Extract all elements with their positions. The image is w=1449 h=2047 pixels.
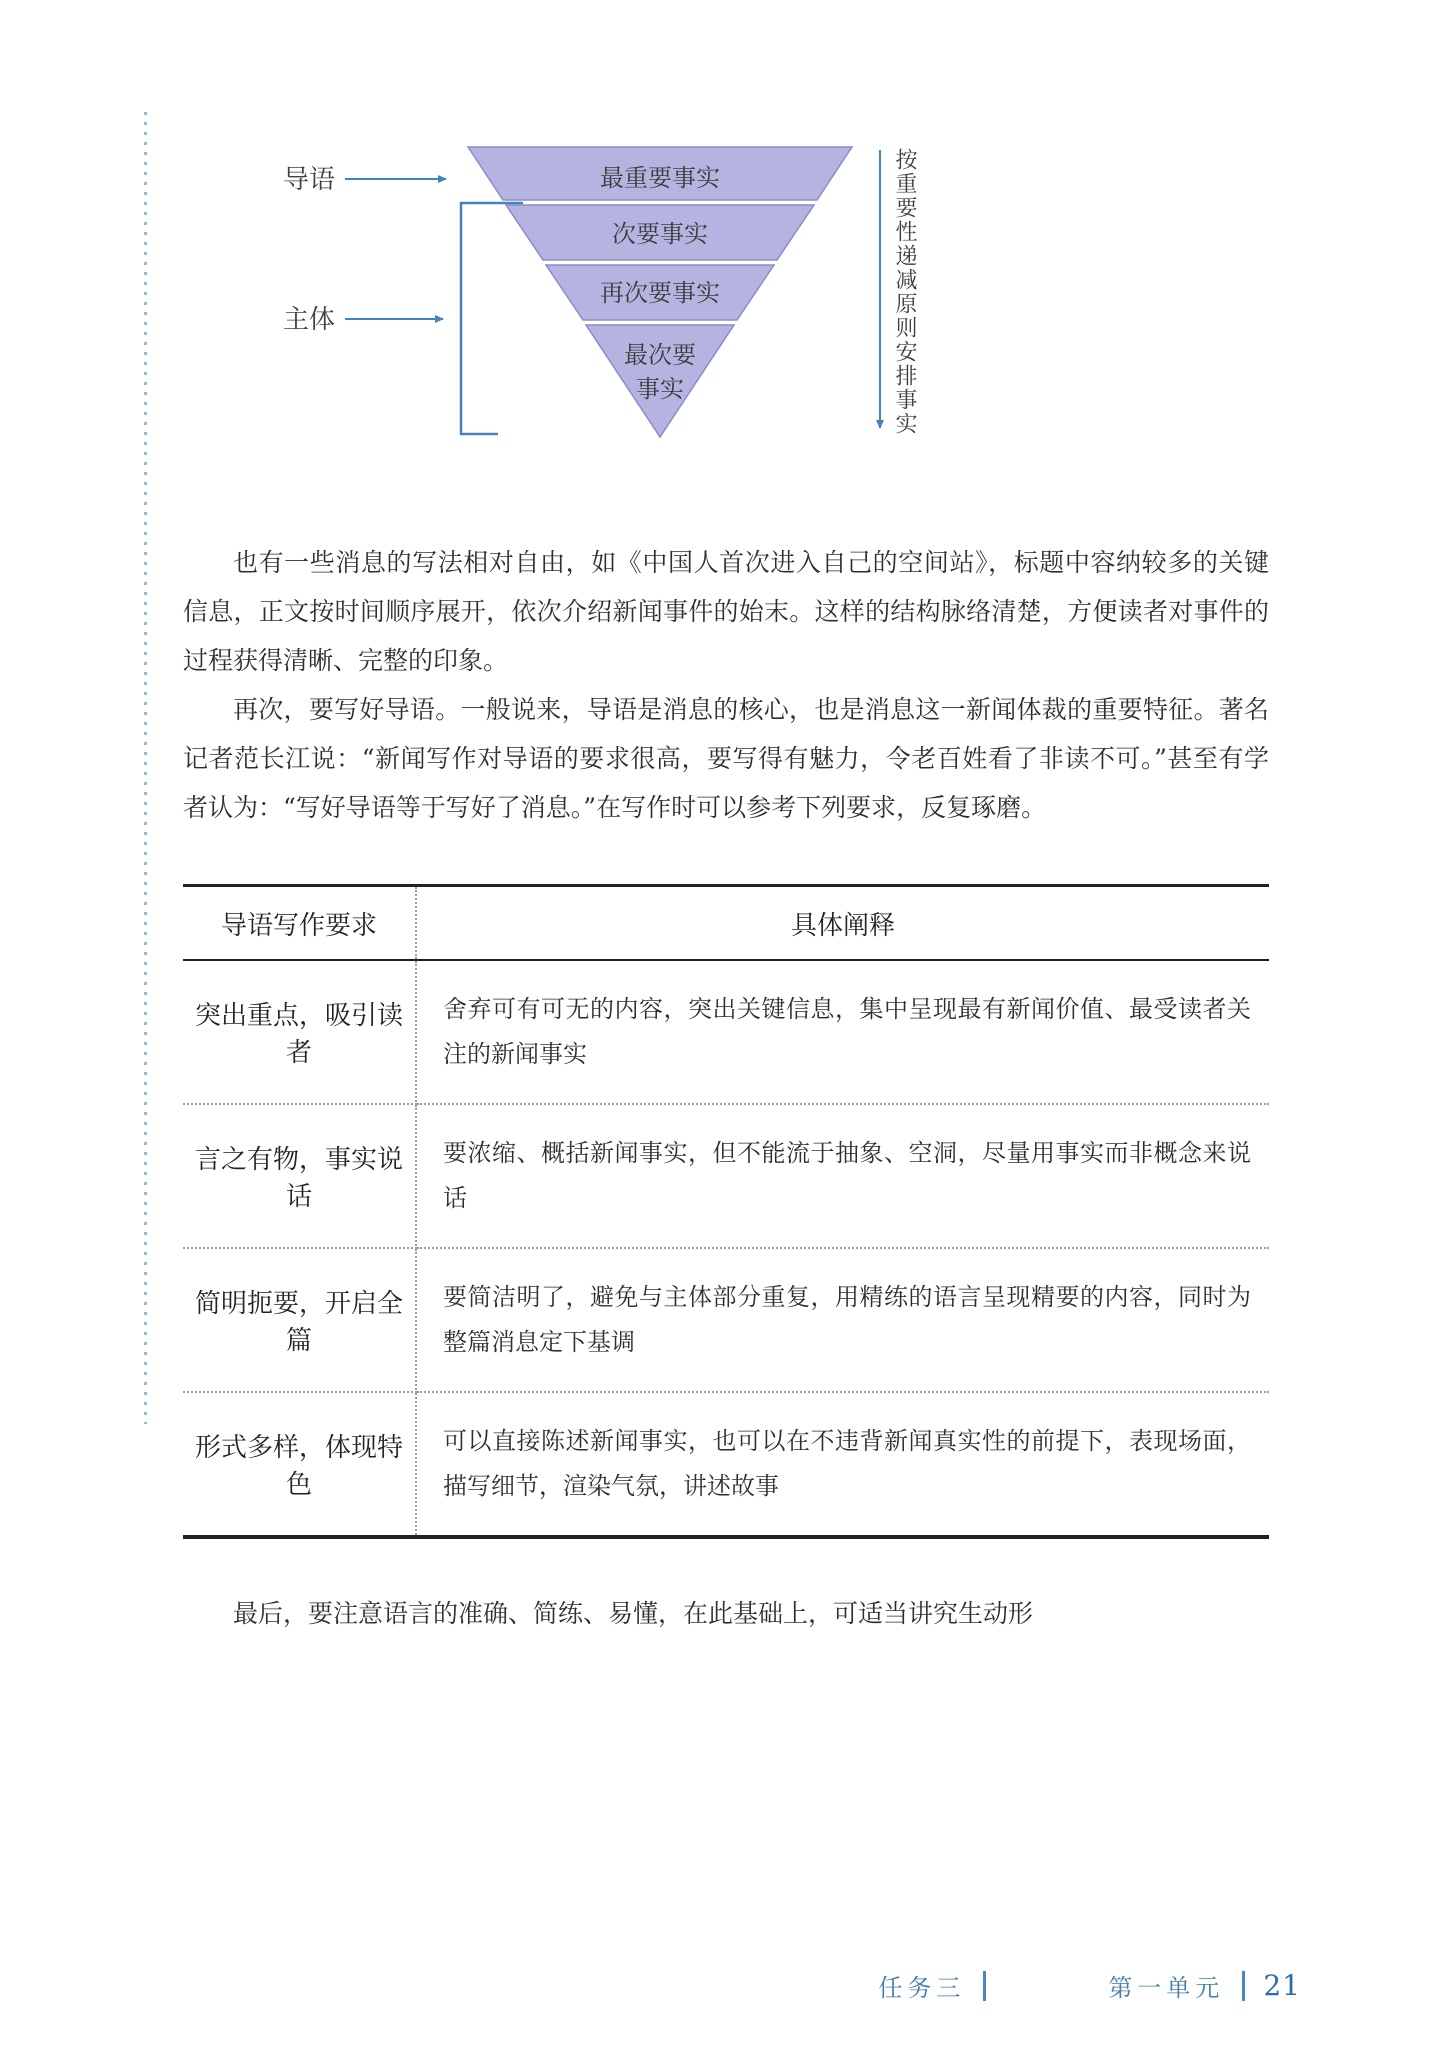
footer-divider: [1242, 1971, 1245, 2001]
table-row: [183, 1104, 1269, 1248]
lead-writing-table: [183, 884, 1269, 1539]
paragraph-free-style-news: 也有一些消息的写法相对自由，如《中国人首次进入自己的空间站》，标题中容纳较多的关键信息，正文按时间顺序展开，依次介绍新闻事件的始末。这样的结构脉络清楚，方便读者对事件的过程获得清晰、完整的印象。: [183, 548, 1269, 675]
paragraph-lead-writing: 再次，要写好导语。一般说来，导语是消息的核心，也是消息这一新闻体裁的重要特征。著名记者范长江说：“新闻写作对导语的要求很高，要写得有魅力，令老百姓看了非读不可。”甚至有学者认为：“写好导语等于写好了消息。”在写作时可以参考下列要求，反复琢磨。: [183, 695, 1269, 822]
requirement-cell: 突出重点，吸引读者: [183, 960, 416, 1104]
body-label: 主体: [283, 305, 336, 335]
page-footer: [0, 1968, 1449, 2003]
requirement-cell: 形式多样，体现特色: [183, 1392, 416, 1537]
table-row: [183, 1248, 1269, 1392]
pyramid-level-1-label: 最重要事实: [600, 164, 720, 192]
body-bracket: [461, 203, 523, 434]
requirement-cell: 简明扼要，开启全篇: [183, 1248, 416, 1392]
footer-divider: [983, 1971, 986, 2001]
table-header-explanation: 具体阐释: [416, 886, 1269, 961]
footer-unit-label: 第一单元: [1108, 1974, 1225, 2002]
diagram-side-note: 按重要性递减原则安排事实: [892, 148, 917, 436]
table-header-row: [183, 886, 1269, 961]
pyramid-level-4-label-line1: 最次要: [624, 341, 696, 369]
explanation-cell: 要简洁明了，避免与主体部分重复，用精练的语言呈现精要的内容，同时为整篇消息定下基调: [416, 1248, 1269, 1392]
paragraph-closing: 最后，要注意语言的准确、简练、易懂，在此基础上，可适当讲究生动形: [233, 1599, 1034, 1628]
table-row: [183, 1392, 1269, 1537]
footer-task-label: 任务三: [878, 1974, 966, 2002]
table-header-requirement: 导语写作要求: [183, 886, 416, 961]
table-row: [183, 960, 1269, 1104]
requirement-cell: 言之有物，事实说话: [183, 1104, 416, 1248]
lead-label: 导语: [283, 165, 336, 195]
pyramid-level-3-label: 再次要事实: [600, 279, 720, 307]
explanation-cell: 舍弃可有可无的内容，突出关键信息，集中呈现最有新闻价值、最受读者关注的新闻事实: [416, 960, 1269, 1104]
pyramid-level-4-label-line2: 事实: [636, 375, 684, 403]
pyramid-svg: [0, 0, 1449, 480]
explanation-cell: 可以直接陈述新闻事实，也可以在不违背新闻真实性的前提下，表现场面，描写细节，渲染气氛，讲述故事: [416, 1392, 1269, 1537]
inverted-pyramid-diagram: [0, 0, 1449, 480]
pyramid-level-2-label: 次要事实: [612, 220, 708, 248]
explanation-cell: 要浓缩、概括新闻事实，但不能流于抽象、空洞，尽量用事实而非概念来说话: [416, 1104, 1269, 1248]
page-number: 21: [1263, 1969, 1301, 2002]
